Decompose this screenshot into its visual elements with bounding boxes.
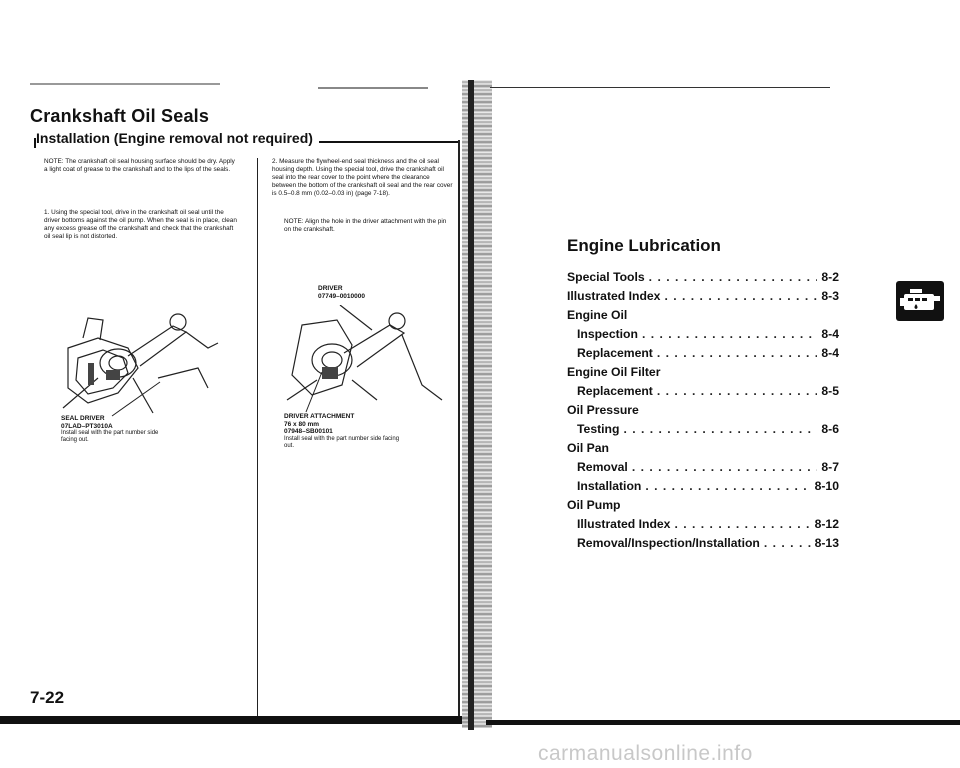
driver-callout xyxy=(318,285,428,300)
note-grease: NOTE: The crankshaft oil seal housing surface should be dry. Apply a light coat of grease to the crankshaft and to the lips of the seals. xyxy=(44,158,235,173)
toc-entry-label: Illustrated Index xyxy=(567,289,661,303)
toc-entry-page: 8-4 xyxy=(821,327,839,341)
toc-entry-label: Removal xyxy=(577,460,628,474)
toc-entry[interactable] xyxy=(567,517,839,536)
top-rule xyxy=(490,87,830,88)
toc-leader xyxy=(674,517,810,531)
toc-entry-page: 8-7 xyxy=(821,460,839,474)
toc-entry-page: 8-2 xyxy=(821,270,839,284)
toc-entry[interactable] xyxy=(567,479,839,498)
driver-attachment-part: 07948–SB00101 xyxy=(284,428,333,435)
toc-leader xyxy=(645,479,810,493)
step-1-text: 1. Using the special tool, drive in the crankshaft oil seal until the driver bottoms against the oil pump. When the seal is in place, clean any excess grease off the crankshaft and check that the crankshaft oil seal lip is not distorted. xyxy=(44,209,237,240)
toc-heading: Engine Oil xyxy=(567,308,628,322)
chapter-title: Engine Lubrication xyxy=(567,236,721,255)
scan-artifact-line xyxy=(30,83,220,85)
driver-name: DRIVER xyxy=(318,285,343,292)
note-align-hole: NOTE: Align the hole in the driver attachment with the pin on the crankshaft. xyxy=(284,218,447,233)
book-spine-edge xyxy=(468,80,474,730)
toc-entry-page: 8-4 xyxy=(821,346,839,360)
toc-leader xyxy=(623,422,817,436)
driver-attachment-leader-line xyxy=(300,370,340,415)
toc-entry[interactable] xyxy=(567,422,839,441)
step-2-text: 2. Measure the flywheel-end seal thickness and the oil seal housing depth. Using the special tool, drive the crankshaft oil seal into the rear cover to the point where the clearance between the bottom of the crankshaft oil seal and the rear cover is 0.5–0.8 mm (0.02–0.03 in) (page 7-18). xyxy=(272,158,453,197)
toc-entry[interactable] xyxy=(567,346,839,365)
toc-leader xyxy=(664,289,817,303)
toc-entry[interactable] xyxy=(567,270,839,289)
toc-heading: Oil Pump xyxy=(567,498,621,512)
driver-attachment-size: 76 x 80 mm xyxy=(284,420,320,428)
toc-entry-label: Installation xyxy=(577,479,642,493)
toc-entry[interactable] xyxy=(567,460,839,479)
driver-part: 07749–0010000 xyxy=(318,292,365,300)
seal-driver-leader-line xyxy=(100,380,170,420)
toc-entry-label: Testing xyxy=(577,422,620,436)
toc-entry-label: Special Tools xyxy=(567,270,645,284)
driver-attachment-name: DRIVER ATTACHMENT xyxy=(284,413,355,420)
seal-driver-name: SEAL DRIVER xyxy=(61,415,105,422)
section-subtitle: Installation (Engine removal not required) xyxy=(36,130,319,146)
toc-entry-page: 8-13 xyxy=(814,536,839,550)
toc-entry-page: 8-3 xyxy=(821,289,839,303)
toc-leader xyxy=(764,536,811,550)
section-tab[interactable] xyxy=(896,281,944,321)
toc-entry-label: Illustrated Index xyxy=(577,517,671,531)
watermark: carmanualsonline.info xyxy=(538,742,753,765)
toc-heading: Oil Pan xyxy=(567,441,609,455)
toc-entry-page: 8-12 xyxy=(814,517,839,531)
column-divider xyxy=(257,158,258,718)
toc-leader xyxy=(657,384,818,398)
toc-entry[interactable] xyxy=(567,536,839,555)
toc-entry-label: Removal/Inspection/Installation xyxy=(577,536,760,550)
seal-driver-part: 07LAD–PT3010A xyxy=(61,422,113,430)
toc-entry[interactable] xyxy=(567,384,839,403)
seal-driver-callout xyxy=(61,415,171,444)
toc-entry-label: Inspection xyxy=(577,327,638,341)
page-bottom-bar xyxy=(0,716,470,724)
driver-attachment-instruction: Install seal with the part number side facing out. xyxy=(284,435,400,449)
table-of-contents xyxy=(567,270,839,555)
toc-leader xyxy=(642,327,817,341)
page-border xyxy=(458,140,460,722)
toc-entry[interactable] xyxy=(567,327,839,346)
toc-entry-page: 8-6 xyxy=(821,422,839,436)
page-number: 7-22 xyxy=(30,688,65,707)
toc-entry-page: 8-10 xyxy=(814,479,839,493)
toc-heading: Oil Pressure xyxy=(567,403,639,417)
driver-attachment-callout xyxy=(284,413,404,450)
toc-leader xyxy=(649,270,818,284)
toc-heading: Engine Oil Filter xyxy=(567,365,661,379)
book-spine xyxy=(462,80,492,728)
toc-entry[interactable] xyxy=(567,289,839,308)
toc-leader xyxy=(632,460,818,474)
page-bottom-bar xyxy=(486,720,960,725)
scan-artifact-line xyxy=(318,87,428,89)
seal-driver-instruction: Install seal with the part number side facing out. xyxy=(61,430,159,443)
toc-entry-label: Replacement xyxy=(577,346,653,360)
engine-oil-icon xyxy=(896,281,944,321)
toc-entry-page: 8-5 xyxy=(821,384,839,398)
toc-entry-label: Replacement xyxy=(577,384,653,398)
toc-leader xyxy=(657,346,818,360)
section-title: Crankshaft Oil Seals xyxy=(30,106,210,126)
